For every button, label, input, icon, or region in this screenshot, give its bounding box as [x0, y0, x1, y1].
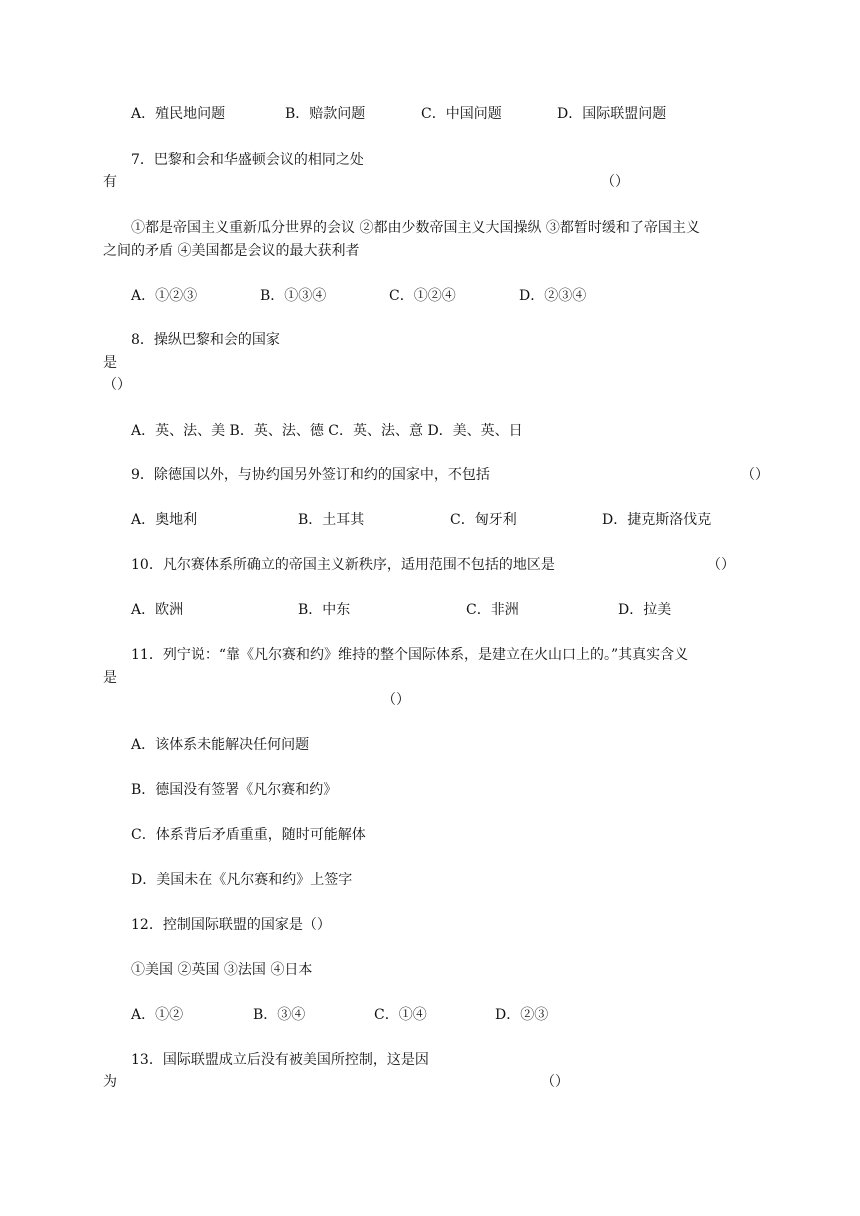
q9-option-a: A．奥地利 [131, 512, 198, 528]
q7-stem: 7．巴黎和会和华盛顿会议的相同之处 [131, 152, 364, 168]
q7-option-c: C．①②④ [389, 288, 456, 304]
q8-options: A．英、法、美 B．英、法、德 C．英、法、意 D．美、英、日 [131, 423, 523, 439]
q9-stem: 9．除德国以外，与协约国另外签订和约的国家中，不包括 [131, 467, 490, 483]
q9-option-c: C．匈牙利 [450, 512, 517, 528]
q11-stem: 11．列宁说：“靠《凡尔赛和约》维持的整个国际体系，是建立在火山口上的。”其真实含义 [131, 647, 689, 663]
q6-option-d: D．国际联盟问题 [557, 106, 667, 122]
q12-option-b: B．③④ [253, 1007, 306, 1023]
q10-option-d: D．拉美 [618, 602, 672, 618]
q13-stem: 13．国际联盟成立后没有被美国所控制，这是因 [131, 1052, 429, 1068]
q10-stem: 10．凡尔赛体系所确立的帝国主义新秩序，适用范围不包括的地区是 [131, 557, 555, 573]
q10-option-a: A．欧洲 [131, 602, 184, 618]
q11-option-b: B．德国没有签署《凡尔赛和约》 [131, 782, 338, 798]
q6-option-c: C．中国问题 [421, 106, 502, 122]
q7-statements: ①都是帝国主义重新瓜分世界的会议 ②都由少数帝国主义大国操纵 ③都暂时缓和了帝国主义 [131, 220, 700, 236]
q12-option-c: C．①④ [374, 1007, 427, 1023]
q7-option-d: D．②③④ [519, 288, 587, 304]
q8-stem-continued: 是 [103, 355, 117, 371]
q7-option-b: B．①③④ [260, 288, 327, 304]
q7-answer-paren: （） [601, 174, 629, 190]
q9-answer-paren: （） [741, 467, 769, 483]
q12-option-d: D．②③ [495, 1007, 549, 1023]
q11-option-d: D．美国未在《凡尔赛和约》上签字 [131, 872, 353, 888]
q6-option-a: A．殖民地问题 [131, 106, 226, 122]
q7-statements-continued: 之间的矛盾 ④美国都是会议的最大获利者 [103, 243, 360, 259]
q12-statements: ①美国 ②英国 ③法国 ④日本 [131, 962, 313, 978]
q10-option-c: C．非洲 [466, 602, 519, 618]
q7-stem-continued: 有 [103, 174, 117, 190]
q11-option-c: C．体系背后矛盾重重，随时可能解体 [131, 827, 366, 843]
q8-stem: 8．操纵巴黎和会的国家 [131, 332, 280, 348]
q13-answer-paren: （） [541, 1074, 569, 1090]
q11-answer-paren: （） [382, 692, 410, 708]
q12-option-a: A．①② [131, 1007, 184, 1023]
q10-answer-paren: （） [707, 557, 735, 573]
q8-answer-paren: （） [103, 377, 131, 393]
q11-option-a: A．该体系未能解决任何问题 [131, 737, 310, 753]
q9-option-b: B．土耳其 [298, 512, 365, 528]
q13-stem-continued: 为 [103, 1074, 117, 1090]
q6-option-b: B．赔款问题 [285, 106, 366, 122]
q9-option-d: D．捷克斯洛伐克 [602, 512, 712, 528]
q12-stem: 12．控制国际联盟的国家是（） [131, 917, 331, 933]
q7-option-a: A．①②③ [131, 288, 198, 304]
q10-option-b: B．中东 [298, 602, 351, 618]
q11-stem-continued: 是 [103, 670, 117, 686]
